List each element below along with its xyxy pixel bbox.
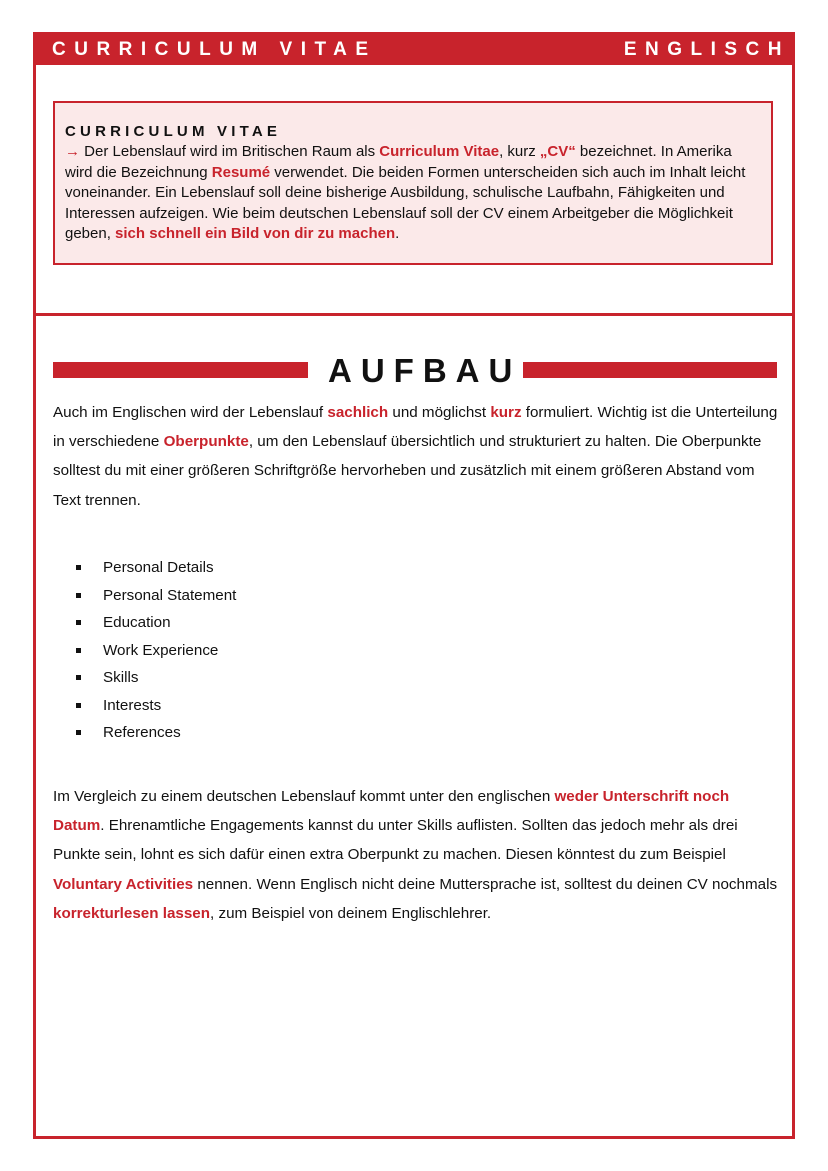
info-text: verwendet. Die beiden Formen unterscheiden sich auch im Inhalt leicht voneinander. Ein Lebenslauf soll deine bisherige Ausbildung, schulische Laufbahn, Fähigkeiten und Interessen aufzeigen. Wie beim deutschen Lebenslauf soll der CV einem Arbeitgeber die Möglichkeit geben,	[65, 163, 746, 242]
section-heading	[53, 352, 777, 395]
heading-bar-right	[523, 362, 777, 378]
header-title: CURRICULUM VITAE	[52, 39, 377, 60]
para-text: , um den Lebenslauf übersichtlich und strukturiert zu halten. Die Oberpunkte solltest du mit einer größeren Schriftgröße hervorheben und zusätzlich mit einem größeren Abstand vom Text trennen.	[53, 433, 762, 509]
para-highlight: weder Unterschrift noch Datum	[53, 788, 730, 835]
list-item: Skills	[76, 664, 236, 692]
info-text: .	[395, 225, 400, 242]
heading-bar-left	[53, 362, 308, 378]
list-item: Interests	[76, 692, 236, 720]
list-item: Education	[76, 609, 236, 637]
info-text: , kurz	[499, 143, 540, 160]
closing-paragraph	[53, 782, 783, 928]
info-highlight: Curriculum Vitae	[379, 143, 500, 160]
para-text: formuliert. Wichtig ist die Unterteilung in verschiedene	[53, 404, 778, 451]
section-title: AUFBAU	[328, 352, 522, 389]
section-list	[76, 554, 236, 747]
info-box-text	[65, 142, 761, 245]
header-subject: ENGLISCH	[623, 39, 790, 60]
info-text: bezeichnet. In Amerika wird die Bezeichnung	[65, 143, 732, 181]
header-bar	[36, 35, 792, 65]
para-text: Auch im Englischen wird der Lebenslauf	[53, 404, 328, 421]
intro-paragraph	[53, 398, 783, 515]
para-highlight: kurz	[490, 404, 522, 421]
info-box-title: CURRICULUM VITAE	[65, 123, 282, 140]
list-item: Work Experience	[76, 637, 236, 665]
list-item: References	[76, 719, 236, 747]
page-frame	[33, 32, 795, 1139]
info-highlight: „CV“	[539, 143, 576, 160]
para-highlight: sachlich	[327, 404, 389, 421]
para-text: nennen. Wenn Englisch nicht deine Muttersprache ist, solltest du deinen CV nochmals	[193, 875, 778, 893]
para-text: , zum Beispiel von deinem Englischlehrer.	[210, 904, 492, 922]
para-text: Im Vergleich zu einem deutschen Lebenslauf kommt unter den englischen	[53, 788, 555, 805]
section-divider	[36, 313, 792, 316]
info-text: Der Lebenslauf wird im Britischen Raum als	[80, 143, 380, 160]
arrow-right-icon: →	[65, 143, 80, 160]
para-highlight: Voluntary Activities	[53, 875, 194, 893]
info-box	[53, 101, 773, 265]
list-item: Personal Details	[76, 554, 236, 582]
para-text: . Ehrenamtliche Engagements kannst du unter Skills auflisten. Sollten das jedoch mehr als drei Punkte sein, lohnt es sich dafür einen extra Oberpunkt zu machen. Diesen könntest du zum Beispiel	[53, 817, 738, 864]
info-highlight: sich schnell ein Bild von dir zu machen	[115, 225, 396, 242]
list-item: Personal Statement	[76, 582, 236, 610]
para-highlight: Oberpunkte	[163, 433, 249, 451]
info-highlight: Resumé	[211, 163, 271, 181]
para-text: und möglichst	[388, 404, 491, 421]
para-highlight: korrekturlesen lassen	[53, 904, 211, 922]
